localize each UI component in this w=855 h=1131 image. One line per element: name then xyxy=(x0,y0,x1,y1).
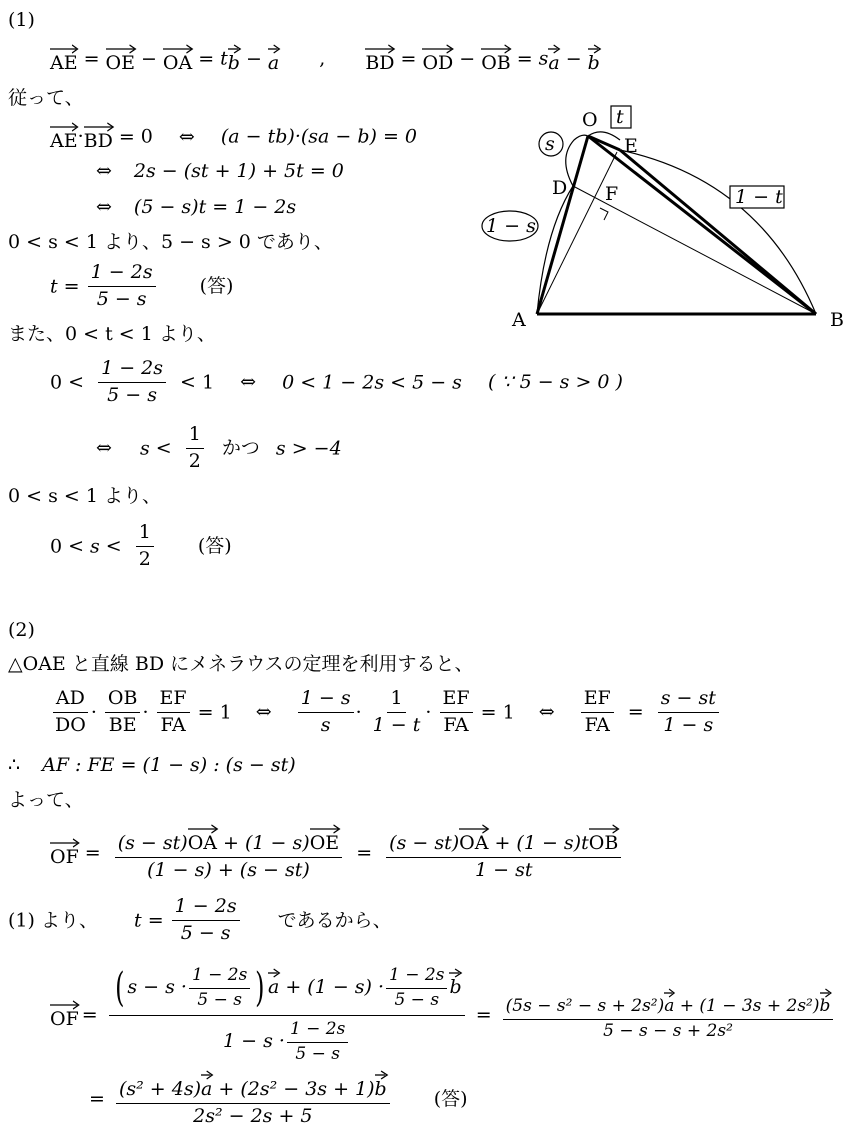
reason-note: ( ∵ 5 − s > 0 ) xyxy=(487,371,623,394)
s-range-line: ⇔ s < $\frac{1}{2}$ かつ s > −4 xyxy=(96,423,342,472)
vector-oe: OE xyxy=(106,44,135,73)
condition2-line: 0 < s < 1 より、 xyxy=(8,485,161,507)
vector-oa: OA xyxy=(163,44,192,73)
of-equation-1: OF = (s − st) OA + (1 − s) OE (1 − s) + (s − st) = (s − st) OA + (1 − s)t OB 1 − st xyxy=(50,824,623,882)
condition-line: 0 < s < 1 より、5 − s > 0 であり、 xyxy=(8,231,333,253)
answer-mark: (答) xyxy=(199,275,234,298)
fraction-ineq: $\frac{1 - 2s}{5 - s}$ xyxy=(98,358,166,407)
segment-eb xyxy=(620,150,816,314)
vector-a: a xyxy=(268,44,279,73)
label-f: F xyxy=(605,183,619,205)
vector-b-2: b xyxy=(588,44,600,73)
label-o: O xyxy=(582,109,598,131)
label-d: D xyxy=(552,177,568,199)
inequality-line: 0 < $\frac{1 - 2s}{5 - s}$ < 1 ⇔ 0 < 1 − 2s < 5 − s ( ∵ 5 − s > 0 ) xyxy=(50,357,623,406)
hence-text: よって、 xyxy=(8,789,84,811)
vector-ae-2: AE xyxy=(50,122,78,151)
vector-of: OF xyxy=(50,838,79,867)
big-fraction: ( s − s · $\frac{1 - 2s}{5 - s}$ ) a + (1 − s) · $\frac{1 - 2s}{5 - s}$ b 1 − s · $\frac{1 - 2s}{5 - s}$ xyxy=(109,965,465,1064)
vector-ob: OB xyxy=(481,44,511,73)
vector-bd: BD xyxy=(365,44,394,73)
menelaus-text: △OAE と直線 BD にメネラウスの定理を利用すると、 xyxy=(8,653,474,675)
part1-header: (1) xyxy=(8,9,35,31)
ratio-line: ∴ AF : FE = (1 − s) : (s − st) xyxy=(8,754,296,776)
label-a: A xyxy=(512,309,526,331)
final-answer-mark: (答) xyxy=(433,1087,468,1110)
derivation-line-2: ⇔ 2s − (st + 1) + 5t = 0 xyxy=(96,160,344,182)
s-answer-line: 0 < s < $\frac{1}{2}$ (答) xyxy=(50,521,232,570)
from1-line: (1) より、 t = $\frac{1 - 2s}{5 - s}$ であるから、 xyxy=(8,895,392,944)
label-t: t xyxy=(616,106,624,128)
derivation-line-3: ⇔ (5 − s)t = 1 − 2s xyxy=(96,196,297,218)
fraction-half: $\frac{1}{2}$ xyxy=(186,424,204,473)
so-text: 従って、 xyxy=(8,87,84,109)
fraction-t: $\frac{1 - 2s}{5 - s}$ xyxy=(88,262,156,311)
vector-a-2: a xyxy=(548,44,559,73)
of-big-equation: OF = ( s − s · $\frac{1 - 2s}{5 - s}$ ) a + (1 − s) · $\frac{1 - 2s}{5 - s}$ b 1 − s · $\frac{1 - 2s}{5 - s}$ = (5s − s² − s + 2s²) a + (1 − 3s + 2s²) b 5 − s − s + 2s² xyxy=(50,965,835,1064)
vector-ae: AE xyxy=(50,44,78,73)
vector-b: b xyxy=(228,44,240,73)
dot-product-line: AE· BD = 0 ⇔ (a − tb)·(sa − b) = 0 xyxy=(50,122,417,151)
label-b: B xyxy=(830,309,844,331)
iff-symbol: ⇔ xyxy=(178,125,195,148)
vector-equations-line: AE = OE − OA = t b − a , BD = OD − OB = s a − b xyxy=(50,44,600,73)
label-1ms: 1 − s xyxy=(486,215,536,237)
label-1mt: 1 − t xyxy=(735,186,783,208)
part2-header: (2) xyxy=(8,619,35,641)
geometry-figure xyxy=(470,100,850,340)
vector-bd-2: BD xyxy=(84,122,113,151)
fraction-half-2: $\frac{1}{2}$ xyxy=(136,522,154,571)
right-angle-mark xyxy=(600,208,608,220)
segment-ao xyxy=(537,136,588,314)
label-e: E xyxy=(624,135,638,157)
t-answer-line: t = $\frac{1 - 2s}{5 - s}$ (答) xyxy=(50,261,234,310)
final-answer-line: = (s² + 4s) a + (2s² − 3s + 1) b 2s² − 2s + 5 (答) xyxy=(86,1070,468,1128)
menelaus-equation: $\frac{AD}{DO}$ · $\frac{OB}{BE}$ · $\frac{EF}{FA}$ = 1 ⇔ $\frac{1 - s}{s}$ · $\frac{1}{1 - t}$ · $\frac{EF}{FA}$ = 1 ⇔ $\frac{EF}{FA}$ = $\frac{s - st}{1 - s}$ xyxy=(50,688,721,737)
vector-od: OD xyxy=(422,44,453,73)
also-text: また、0 < t < 1 より、 xyxy=(8,323,216,345)
dot-product-rhs: (a − tb)·(sa − b) = 0 xyxy=(220,125,418,148)
label-s: s xyxy=(545,133,555,155)
